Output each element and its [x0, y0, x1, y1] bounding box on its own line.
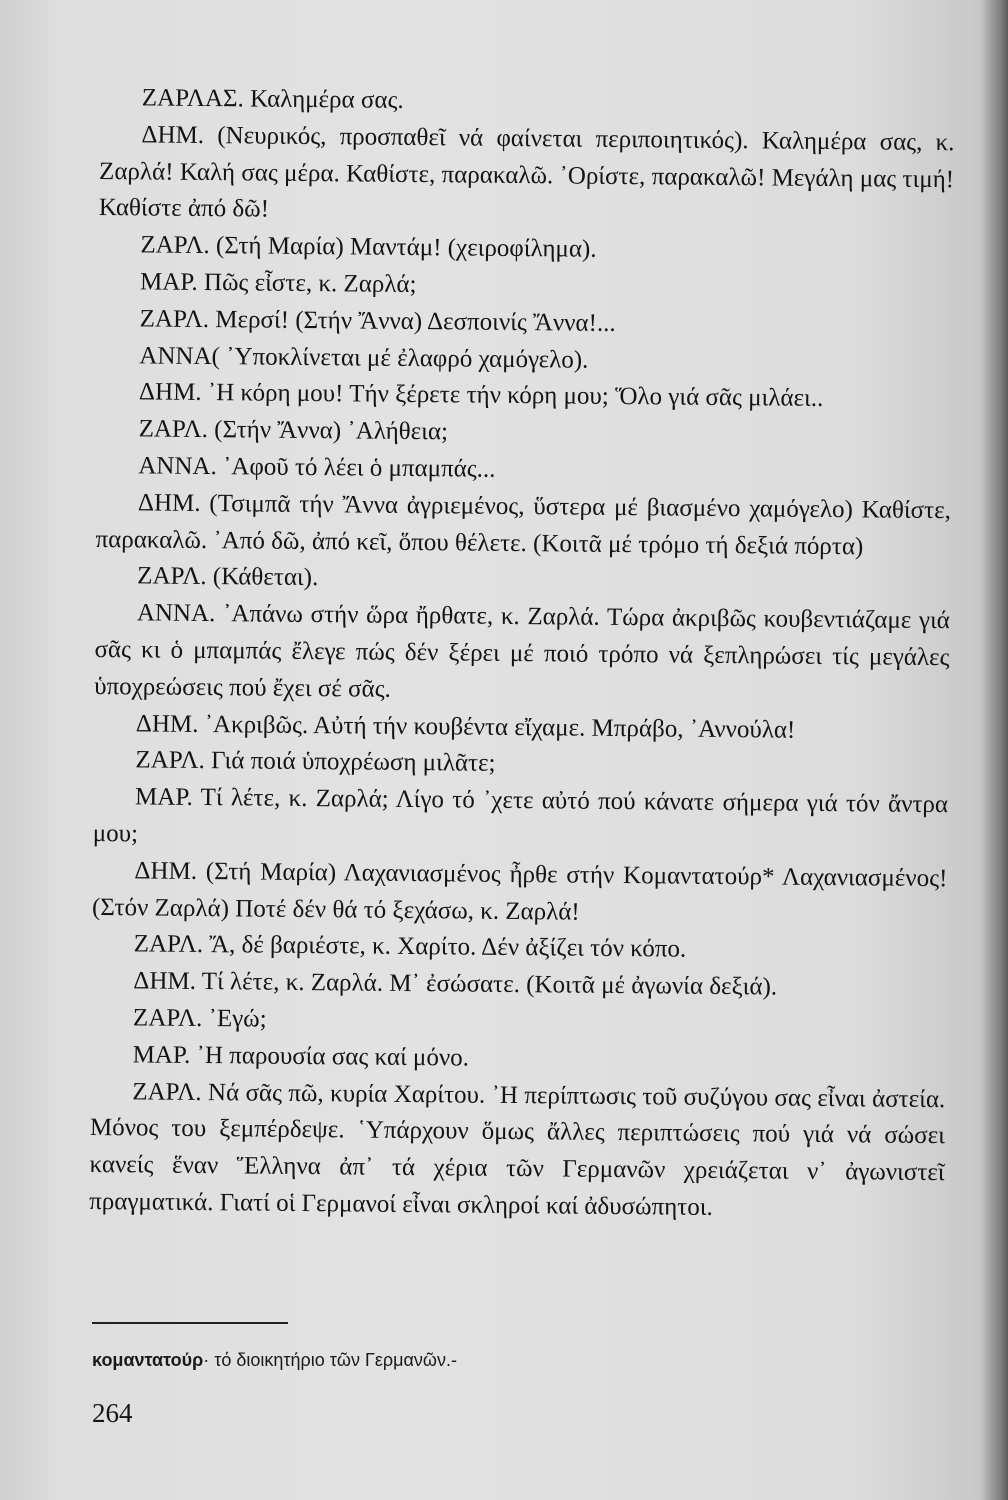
page-edge-shadow [982, 0, 1008, 1500]
footnote [92, 1350, 457, 1371]
dialogue-text [89, 80, 955, 1229]
dialogue-line: ΑΝΝΑ. ᾿Απάνω στήν ὥρα ἤρθατε, κ. Ζαρλά. Τώρα ἀκριβῶς κουβεντιάζαμε γιά σᾶς κι ὁ μπαμπάς ἔλεγε πώς δέν ξέρει μέ ποιό τρόπο νά ξεπληρώσει τίς μεγάλες ὑποχρεώσεις πού ἔχει σέ σᾶς. [94, 599, 950, 703]
footnote-term: κομαντατούρ [92, 1350, 204, 1370]
dialogue-line: ΔΗΜ. ᾿Η κόρη μου! Τήν ξέρετε τήν κόρη μου; Ὅλο γιά σᾶς μιλάει.. [138, 378, 824, 413]
dialogue-line: ΖΑΡΛ. (Κάθεται). [137, 562, 319, 592]
dialogue-line: ΔΗΜ. (Νευρικός, προσπαθεῖ νά φαίνεται περιποιητικός). Καλημέρα σας, κ. Ζαρλά! Καλή σας μέρα. Καθίστε, παρακαλῶ. ᾿Ορίστε, παρακαλῶ! Μεγάλη μας τιμή! Καθίστε ἀπό δῶ! [98, 121, 955, 224]
dialogue-line: ΖΑΡΛ. (Στή Μαρία) Μαντάμ! (χειροφίλημα). [140, 231, 597, 263]
dialogue-line: ΖΑΡΛ. Ἄ, δέ βαριέστε, κ. Χαρίτο. Δέν ἀξίζει τόν κόπο. [133, 930, 687, 963]
page-number: 264 [92, 1398, 133, 1428]
dialogue-line: ΑΝΝΑ. ᾿Αφοῦ τό λέει ὁ μπαμπάς... [138, 452, 496, 483]
dialogue-line: ΜΑΡ. Τί λέτε, κ. Ζαρλά; Λίγο τό ᾿χετε αὐτό πού κάνατε σήμερα γιά τόν ἄντρα μου; [92, 783, 949, 848]
dialogue-line: ΜΑΡ. ᾿Η παρουσία σας καί μόνο. [132, 1041, 470, 1072]
dialogue-line: ΖΑΡΛ. ᾿Εγώ; [132, 1004, 267, 1033]
dialogue-line: ΖΑΡΛ. Μερσί! (Στήν Ἄννα) Δεσποινίς Ἄννα!... [139, 305, 616, 337]
dialogue-line: ΖΑΡΛΑΣ. Καλημέρα σας. [141, 84, 404, 114]
dialogue-line: ΜΑΡ. Πῶς εἶστε, κ. Ζαρλά; [139, 268, 417, 299]
dialogue-line: ΔΗΜ. (Τσιμπᾶ τήν Ἄννα ἀγριεμένος, ὕστερα μέ βιασμένο χαμόγελο) Καθίστε, παρακαλῶ. ᾿Από δῶ, ἀπό κεῖ, ὅπου θέλετε. (Κοιτᾶ μέ τρόμο τή δεξιά πόρτα) [95, 489, 952, 560]
dialogue-line: ΑΝΝΑ( ᾿Υποκλίνεται μέ ἐλαφρό χαμόγελο). [139, 341, 589, 374]
dialogue-line: ΖΑΡΛ. Νά σᾶς πῶ, κυρία Χαρίτου. ᾿Η περίπτωσις τοῦ συζύγου σας εἶναι ἀστεία. Μόνος του ξεμπέρδεψε. ῾Υπάρχουν ὅμως ἄλλες περιπτώσεις πού γιά νά σώσει κανείς ἕναν Ἕλληνα ἀπ᾿ τά χέρια τῶν Γερμανῶν χρειάζεται ν᾿ ἀγωνιστεῖ πραγματικά. Γιατί οἱ Γερμανοί εἶναι σκληροί καί ἀδυσώπητοι. [89, 1077, 946, 1221]
dialogue-line: ΔΗΜ. (Στή Μαρία) Λαχανιασμένος ἦρθε στήν Κομαντατούρ* Λαχανιασμένος! (Στόν Ζαρλά) Ποτέ δέν θά τό ξεχάσω, κ. Ζαρλά! [91, 857, 948, 926]
footnote-definition: · τό διοικητήριο τῶν Γερμανῶν.- [203, 1350, 457, 1370]
dialogue-line: ΔΗΜ. Τί λέτε, κ. Ζαρλά. Μ᾿ ἐσώσατε. (Κοιτᾶ μέ ἀγωνία δεξιά). [133, 967, 778, 1001]
dialogue-line: ΖΑΡΛ. (Στήν Ἄννα) ᾿Αλήθεια; [138, 415, 449, 446]
footnote-divider [92, 1322, 288, 1324]
dialogue-line: ΔΗΜ. ᾿Ακριβῶς. Αὐτή τήν κουβέντα εἴχαμε. Μπράβο, ᾿Αννούλα! [135, 709, 796, 744]
dialogue-line: ΖΑΡΛ. Γιά ποιά ὑποχρέωση μιλᾶτε; [135, 746, 496, 778]
